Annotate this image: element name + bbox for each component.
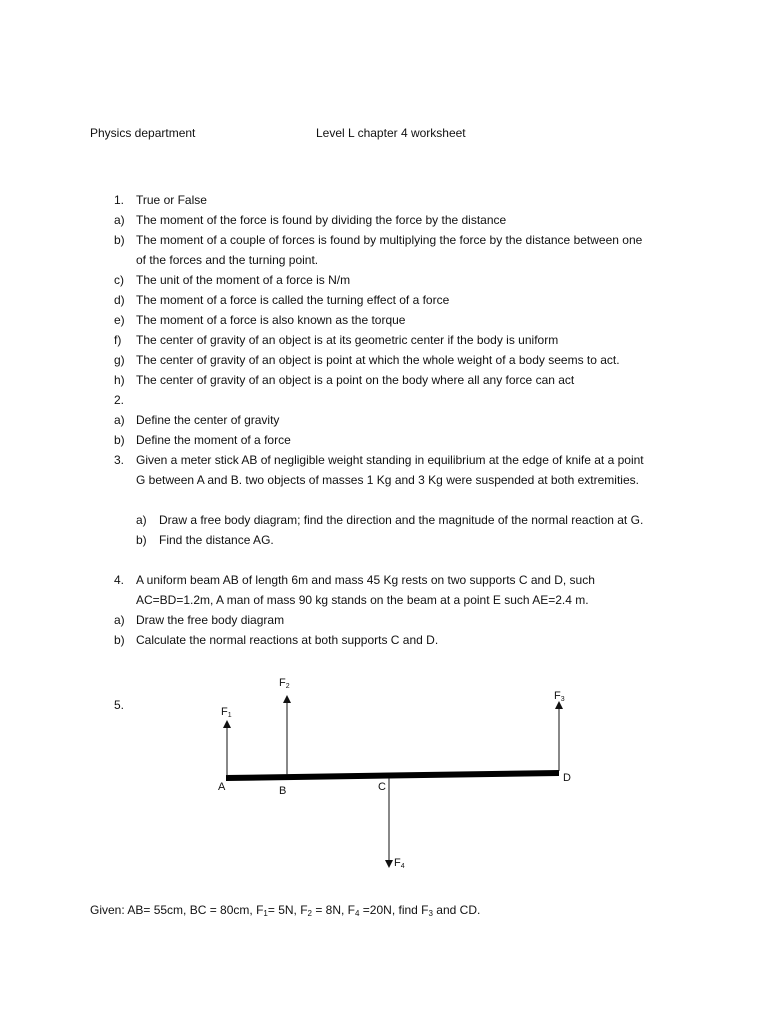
department-title: Physics department	[90, 126, 196, 140]
force-label-f3: F3	[554, 690, 565, 703]
item-text: The center of gravity of an object is a point on the body where all any force can act	[136, 373, 575, 387]
given-statement: Given: AB= 55cm, BC = 80cm, $F_1= 5N$, $F_2 = 8N$, $F_4 =20N$, find $F_3$ and CD.	[90, 903, 481, 918]
item-label: f)	[114, 333, 122, 347]
item-label: a)	[114, 213, 125, 227]
item-label: a)	[114, 413, 125, 427]
item-label: b)	[136, 533, 147, 547]
item-text: The moment of a force is called the turning effect of a force	[136, 293, 450, 307]
item-text: The center of gravity of an object is at its geometric center if the body is uniform	[136, 333, 559, 347]
item-text: The unit of the moment of a force is N/m	[136, 273, 351, 287]
question-number: 1.	[114, 193, 125, 207]
item-text: Calculate the normal reactions at both supports C and D.	[136, 633, 439, 647]
item-label: h)	[114, 373, 125, 387]
point-label-b: B	[279, 785, 287, 797]
item-text: Draw the free body diagram	[136, 613, 285, 627]
question-text: Given a meter stick AB of negligible weight standing in equilibrium at the edge of knife at a point	[136, 453, 644, 467]
point-label-d: D	[563, 772, 571, 784]
item-text: The moment of a force is also known as the torque	[136, 313, 406, 327]
item-text: Define the moment of a force	[136, 433, 291, 447]
force-label-f1: F1	[221, 706, 232, 719]
force-label-f4: F4	[394, 857, 405, 870]
force-label-f2: F2	[279, 677, 290, 690]
item-text: The center of gravity of an object is point at which the whole weight of a body seems to act.	[136, 353, 620, 367]
item-label: e)	[114, 313, 125, 327]
item-label: b)	[114, 433, 125, 447]
beam	[226, 770, 559, 781]
point-label-a: A	[218, 781, 226, 793]
question-number: 2.	[114, 393, 125, 407]
item-label: c)	[114, 273, 124, 287]
question-number: 5.	[114, 698, 125, 712]
point-label-c: C	[378, 781, 386, 793]
question-number: 4.	[114, 573, 125, 587]
item-label: b)	[114, 633, 125, 647]
item-label: d)	[114, 293, 125, 307]
item-label: b)	[114, 233, 125, 247]
item-label: a)	[136, 513, 147, 527]
item-text: Find the distance AG.	[159, 533, 274, 547]
worksheet-title: Level L chapter 4 worksheet	[316, 126, 466, 140]
item-text-continued: of the forces and the turning point.	[136, 253, 319, 267]
question-title: True or False	[136, 193, 207, 207]
question-text-continued: AC=BD=1.2m, A man of mass 90 kg stands on the beam at a point E such AE=2.4 m.	[136, 593, 589, 607]
item-text: Define the center of gravity	[136, 413, 280, 427]
question-number: 3.	[114, 453, 125, 467]
item-label: a)	[114, 613, 125, 627]
item-text: The moment of a couple of forces is found by multiplying the force by the distance between one	[136, 233, 643, 247]
item-text: Draw a free body diagram; find the direction and the magnitude of the normal reaction at G.	[159, 513, 644, 527]
question-text-continued: G between A and B. two objects of masses 1 Kg and 3 Kg were suspended at both extremities.	[136, 473, 639, 487]
item-label: g)	[114, 353, 125, 367]
question-text: A uniform beam AB of length 6m and mass 45 Kg rests on two supports C and D, such	[136, 573, 595, 587]
item-text: The moment of the force is found by dividing the force by the distance	[136, 213, 507, 227]
